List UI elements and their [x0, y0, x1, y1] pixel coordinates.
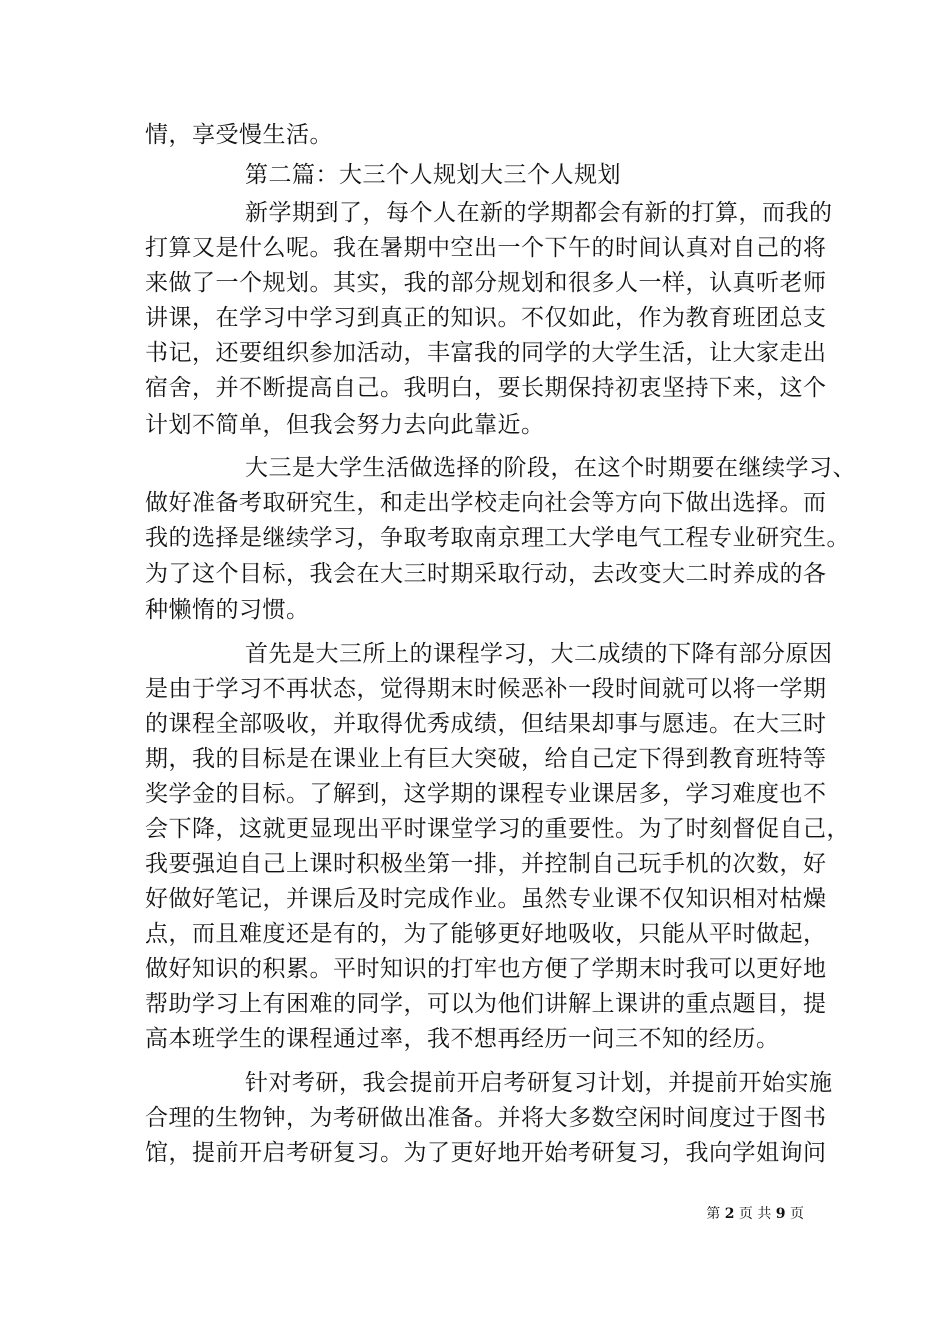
footer-middle: 页 共 [738, 1206, 772, 1222]
text-line: 奖学金的目标。了解到，这学期的课程专业课居多，学习难度也不 [145, 781, 827, 807]
text-line: 馆，提前开启考研复习。为了更好地开始考研复习，我向学姐询问 [145, 1140, 827, 1166]
footer-prefix: 第 [706, 1206, 721, 1222]
text-line: 好做好笔记，并课后及时完成作业。虽然专业课不仅知识相对枯燥 [145, 886, 827, 912]
text-line: 帮助学习上有困难的同学，可以为他们讲解上课讲的重点题目，提 [145, 991, 827, 1017]
text-line: 我要强迫自己上课时积极坐第一排，并控制自己玩手机的次数，好 [145, 851, 827, 877]
page-number-footer [706, 1205, 804, 1223]
total-pages-number: 9 [775, 1206, 786, 1222]
text-line: 高本班学生的课程通过率，我不想再经历一问三不知的经历。 [145, 1026, 780, 1052]
text-line: 来做了一个规划。其实，我的部分规划和很多人一样，认真听老师 [145, 270, 827, 296]
footer-suffix: 页 [790, 1206, 804, 1222]
text-line: 书记，还要组织参加活动，丰富我的同学的大学生活，让大家走出 [145, 340, 827, 366]
section-heading: 第二篇：大三个人规划大三个人规划 [245, 162, 621, 188]
text-line: 种懒惰的习惯。 [145, 597, 310, 623]
text-line: 为了这个目标，我会在大三时期采取行动，去改变大二时养成的各 [145, 561, 827, 587]
text-line: 做好知识的积累。平时知识的打牢也方便了学期末时我可以更好地 [145, 956, 827, 982]
current-page-number: 2 [724, 1206, 735, 1222]
text-line: 情，享受慢生活。 [145, 122, 333, 148]
text-line: 会下降，这就更显现出平时课堂学习的重要性。为了时刻督促自己， [145, 816, 850, 842]
text-line: 新学期到了，每个人在新的学期都会有新的打算，而我的 [245, 200, 833, 226]
text-line: 打算又是什么呢。我在暑期中空出一个下午的时间认真对自己的将 [145, 235, 827, 261]
text-line: 我的选择是继续学习，争取考取南京理工大学电气工程专业研究生。 [145, 525, 850, 551]
text-line: 宿舍，并不断提高自己。我明白，要长期保持初衷坚持下来，这个 [145, 375, 827, 401]
text-line: 针对考研，我会提前开启考研复习计划，并提前开始实施 [245, 1070, 833, 1096]
text-line: 期，我的目标是在课业上有巨大突破，给自己定下得到教育班特等 [145, 746, 827, 772]
text-line: 大三是大学生活做选择的阶段，在这个时期要在继续学习、 [245, 455, 856, 481]
text-line: 点，而且难度还是有的，为了能够更好地吸收，只能从平时做起， [145, 921, 827, 947]
text-line: 讲课，在学习中学习到真正的知识。不仅如此，作为教育班团总支 [145, 305, 827, 331]
text-line: 做好准备考取研究生，和走出学校走向社会等方向下做出选择。而 [145, 490, 827, 516]
text-line: 是由于学习不再状态，觉得期末时候恶补一段时间就可以将一学期 [145, 676, 827, 702]
text-line: 计划不简单，但我会努力去向此靠近。 [145, 412, 545, 438]
text-line: 的课程全部吸收，并取得优秀成绩，但结果却事与愿违。在大三时 [145, 711, 827, 737]
text-line: 合理的生物钟，为考研做出准备。并将大多数空闲时间度过于图书 [145, 1105, 827, 1131]
text-line: 首先是大三所上的课程学习，大二成绩的下降有部分原因 [245, 641, 833, 667]
